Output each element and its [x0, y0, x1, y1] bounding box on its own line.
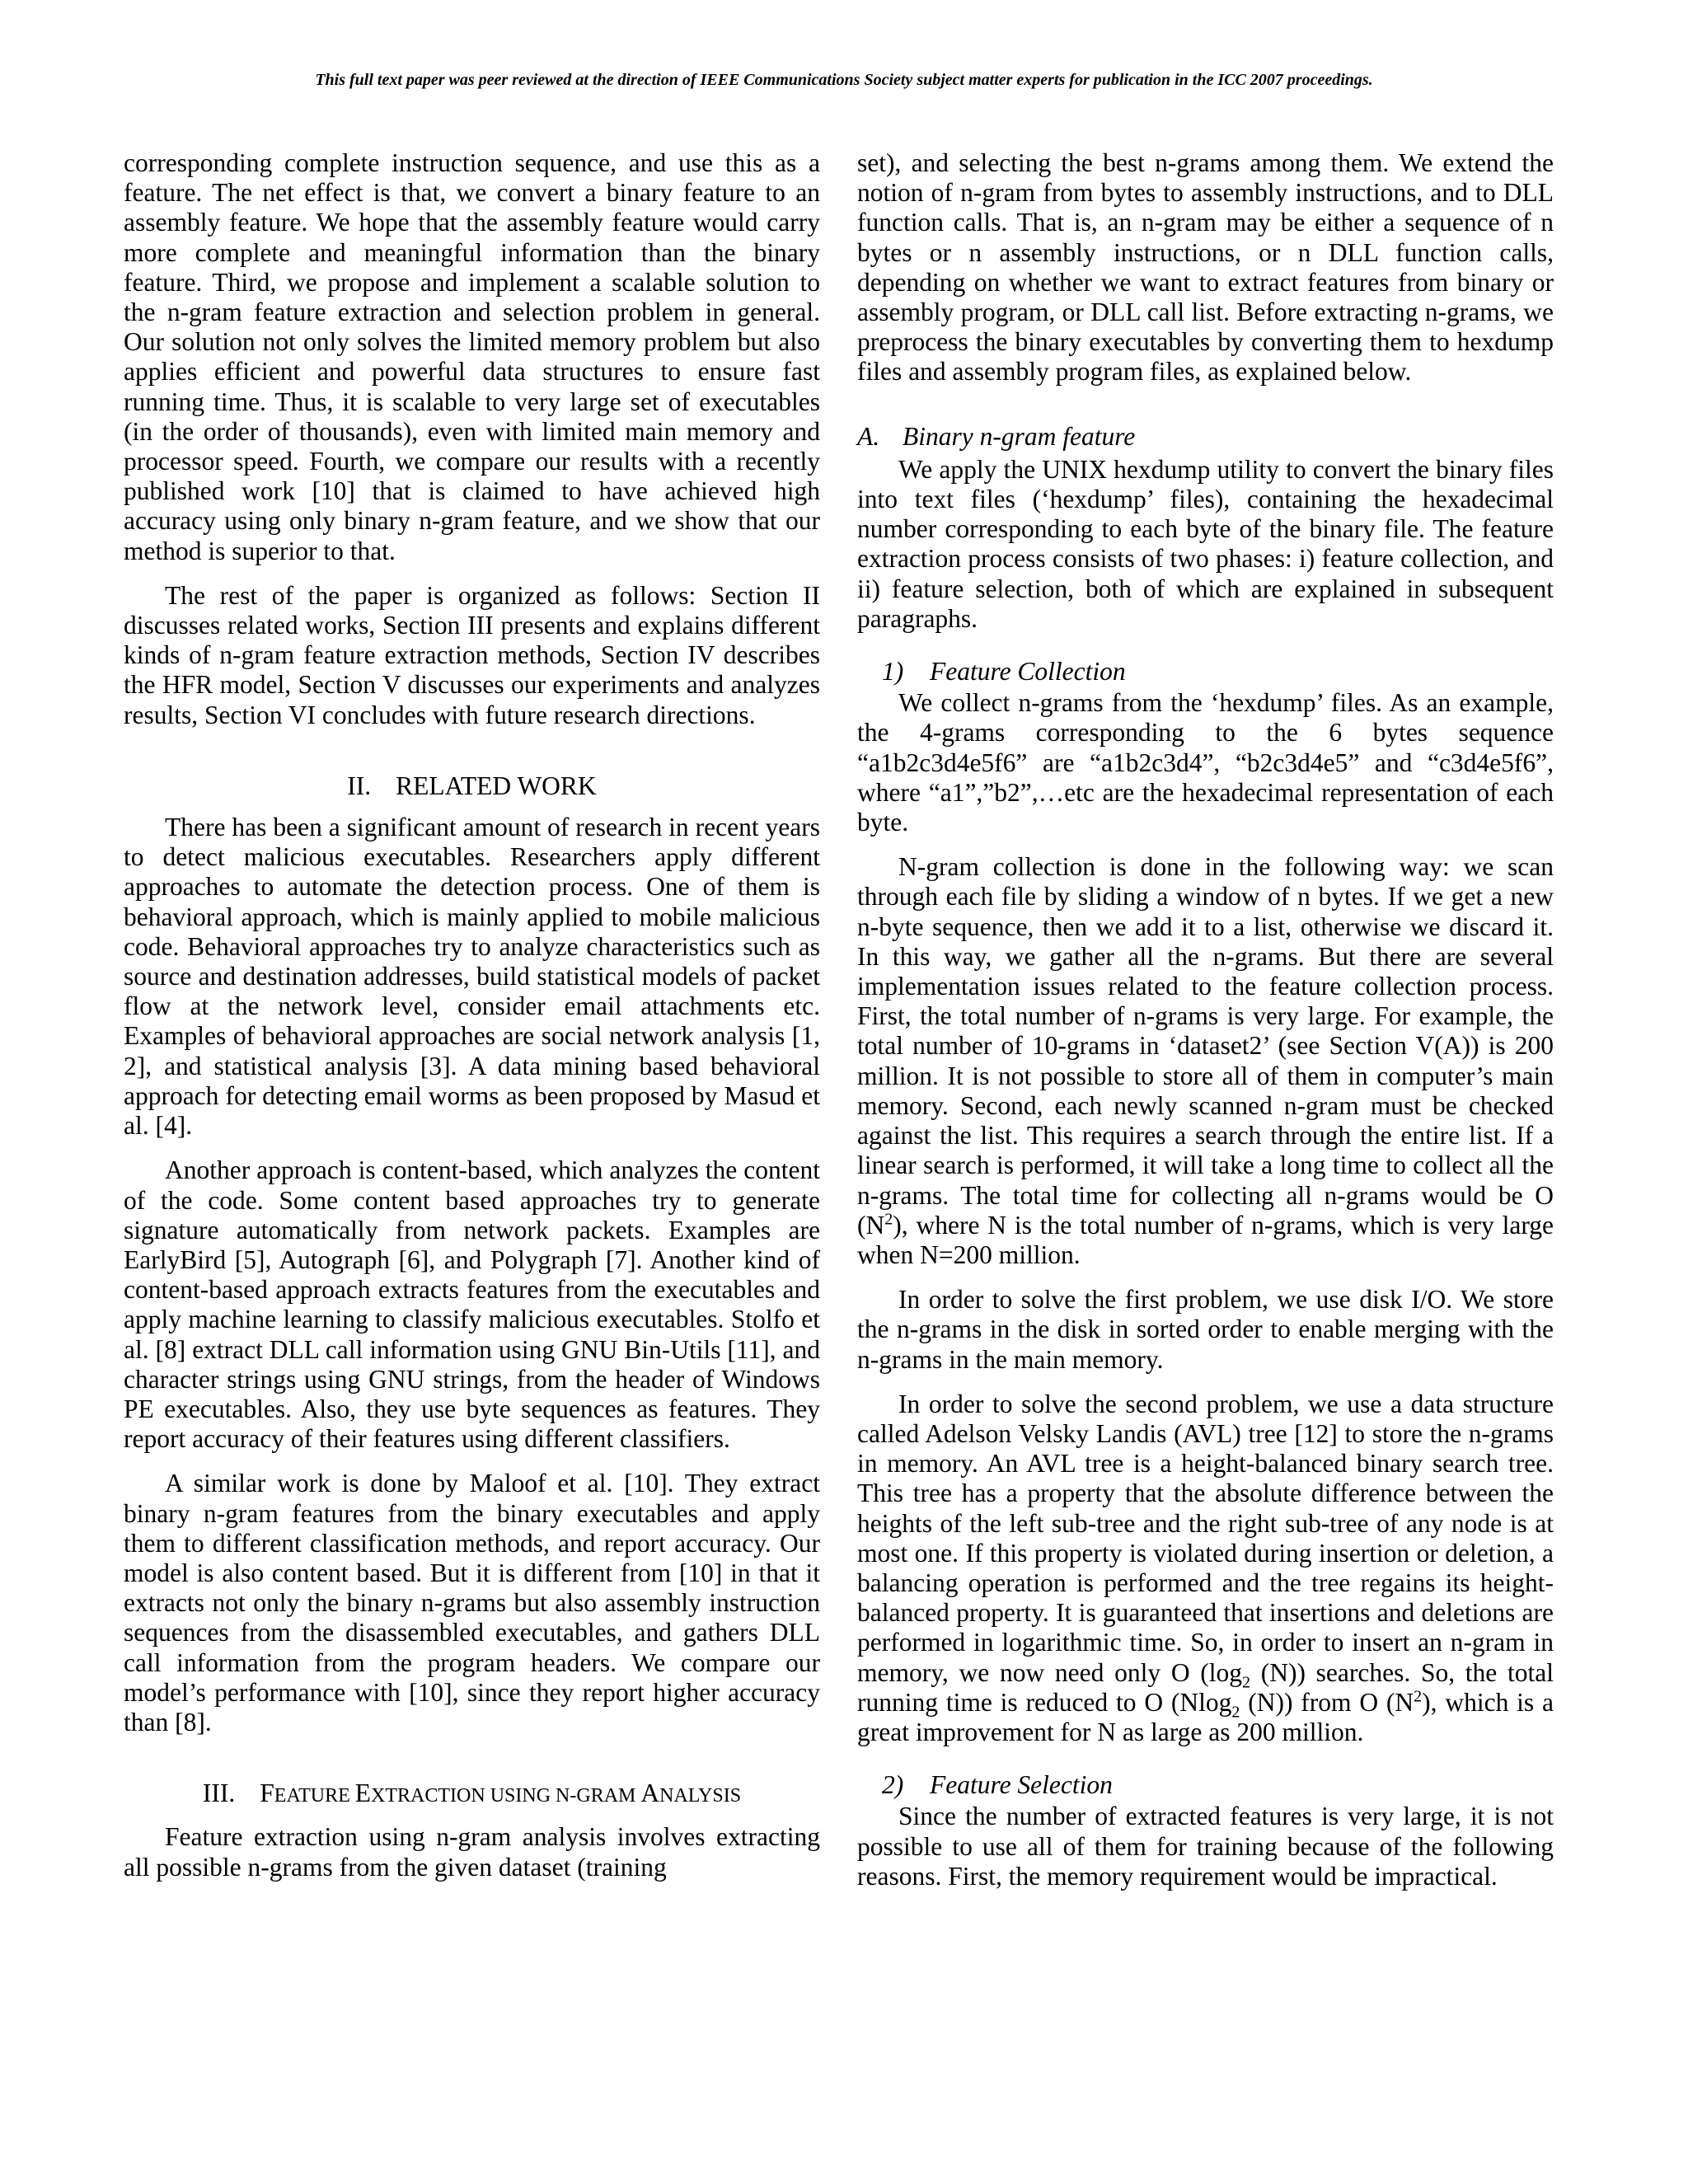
text-run: (N)) from O (N — [1240, 1687, 1414, 1717]
subsection-title: Binary n-gram feature — [903, 421, 1136, 451]
text-run: N-gram collection is done in the following way: we scan through each file by sliding a window of n bytes. If we get a new n-byte sequence, then we add it to a list, otherwise we discard it. In this way, we gather all the n-grams. But there are several implementation issues related to the feature collection process. First, the total number of n-grams is very large. For example, the total number of 10-grams in ‘dataset2’ (see Section V(A)) is 200 million. It is not possible to store all of them in computer’s main memory. Second, each newly scanned n-gram must be checked against the list. This requires a search through the entire list. If a linear search is performed, it will take a long time to collect all the n-grams. The total time for collecting all n-grams would be O (N — [857, 852, 1554, 1240]
subsubsection-label: 2) — [882, 1770, 904, 1800]
section-title: RELATED WORK — [396, 771, 597, 800]
paragraph: Feature extraction using n-gram analysis involves extracting all possible n-grams from the given dataset (training — [124, 1822, 820, 1882]
text-run: (N)) searches. So, the total running time is reduced to O (Nlog — [857, 1657, 1554, 1717]
paragraph: The rest of the paper is organized as follows: Section II discusses related works, Section III presents and explains different kinds of n-gram feature extraction methods, Section IV describes the HFR model, Section V discusses our experiments and analyzes results, Section VI concludes with future research directions. — [124, 580, 820, 729]
right-column — [857, 148, 1554, 1906]
left-column — [124, 148, 820, 1897]
subscript: 2 — [1231, 1703, 1240, 1722]
section-title-part: E — [354, 1779, 372, 1808]
paragraph: Another approach is content-based, which analyzes the content of the code. Some content based approaches try to generate signature automatically from network packets. Examples are EarlyBird [5], Autograph [6], and Polygraph [7]. Another kind of content-based approach extracts features from the executables and apply machine learning to classify malicious executables. Stolfo et al. [8] extract DLL call information using GNU Bin-Utils [11], and character strings using GNU strings, from the header of Windows PE executables. Also, they use byte sequences as features. They report accuracy of their features using different classifiers. — [124, 1155, 820, 1454]
proceedings-header-note: This full text paper was peer reviewed at the direction of IEEE Communications Society subject matter experts for publication in the ICC 2007 proceedings. — [315, 71, 1373, 89]
paragraph: We apply the UNIX hexdump utility to convert the binary files into text files (‘hexdump’ files), containing the hexadecimal number corresponding to each byte of the binary file. The feature extraction process consists of two phases: i) feature collection, and ii) feature selection, both of which are explained in subsequent paragraphs. — [857, 454, 1554, 633]
paragraph: Since the number of extracted features is very large, it is not possible to use all of them for training because of the following reasons. First, the memory requirement would be impractical. — [857, 1802, 1554, 1891]
section-title-part: EATURE — [274, 1785, 355, 1807]
paragraph — [857, 1390, 1554, 1747]
subsubsection-heading-feature-selection — [882, 1770, 1554, 1800]
text-run: ), where N is the total number of n-grams, which is very large when N=200 million. — [857, 1210, 1554, 1269]
paragraph — [857, 852, 1554, 1270]
section-title-part: F — [260, 1779, 274, 1808]
section-number: II. — [347, 771, 372, 800]
paragraph: We collect n-grams from the ‘hexdump’ files. As an example, the 4-grams corresponding to the 6 bytes sequence “a1b2c3d4e5f6” are “a1b2c3d4”, “b2c3d4e5” and “c3d4e5f6”, where “a1”,”b2”,…etc are the hexadecimal representation of each byte. — [857, 688, 1554, 837]
subscript: 2 — [1242, 1672, 1251, 1691]
paragraph: A similar work is done by Maloof et al. [10]. They extract binary n-gram features from the binary executables and apply them to different classification methods, and report accuracy. Our model is also content based. But it is different from [10] in that it extracts not only the binary n-grams but also assembly instruction sequences from the disassembled executables, and gathers DLL call information from the program headers. We compare our model’s performance with [10], since they report higher accuracy than [8]. — [124, 1469, 820, 1736]
section-title-part: A — [640, 1779, 660, 1808]
section-title-part: XTRACTION USING N-GRAM — [371, 1785, 641, 1807]
paragraph: In order to solve the first problem, we use disk I/O. We store the n-grams in the disk in sorted order to enable merging with the n-grams in the main memory. — [857, 1285, 1554, 1374]
superscript: 2 — [884, 1210, 893, 1229]
text-run: In order to solve the second problem, we use a data structure called Adelson Velsky Landis (AVL) tree [12] to store the n-grams in memory. An AVL tree is a height-balanced binary search tree. This tree has a property that the absolute difference between the heights of the left sub-tree and the right sub-tree of any node is at most one. If this property is violated during insertion or deletion, a balancing operation is performed and the tree regains its height-balanced property. It is guaranteed that insertions and deletions are performed in logarithmic time. So, in order to insert an n-gram in memory, we now need only O (log — [857, 1389, 1554, 1687]
subsection-label: A. — [857, 421, 880, 451]
subsubsection-title: Feature Selection — [930, 1770, 1113, 1800]
paragraph: There has been a significant amount of research in recent years to detect malicious executables. Researchers apply different approaches to automate the detection process. One of them is behavioral approach, which is mainly applied to mobile malicious code. Behavioral approaches try to analyze characteristics such as source and destination addresses, build statistical models of packet flow at the network level, consider email attachments etc. Examples of behavioral approaches are social network analysis [1, 2], and statistical analysis [3]. A data mining based behavioral approach for detecting email worms as been proposed by Masud et al. [4]. — [124, 813, 820, 1141]
subsubsection-label: 1) — [882, 657, 904, 687]
section-title-part: NALYSIS — [659, 1785, 742, 1807]
paragraph: corresponding complete instruction sequence, and use this as a feature. The net effect is that, we convert a binary feature to an assembly feature. We hope that the assembly feature would carry more complete and meaningful information than the binary feature. Third, we propose and implement a scalable solution to the n-gram feature extraction and selection problem in general. Our solution not only solves the limited memory problem but also applies efficient and powerful data structures to ensure fast running time. Thus, it is scalable to very large set of executables (in the order of thousands), even with limited main memory and processor speed. Fourth, we compare our results with a recently published work [10] that is claimed to have achieved high accuracy using only binary n-gram feature, and we show that our method is superior to that. — [124, 148, 820, 565]
superscript: 2 — [1414, 1687, 1423, 1706]
subsection-heading-binary-ngram — [857, 422, 1554, 452]
section-heading-related-work — [124, 771, 820, 801]
text-run: ), which is a great improvement for N as large as 200 million. — [857, 1687, 1554, 1746]
subsubsection-heading-feature-collection — [882, 657, 1554, 687]
paragraph: set), and selecting the best n-grams among them. We extend the notion of n-gram from bytes to assembly instructions, and to DLL function calls. That is, an n-gram may be either a sequence of n bytes or n assembly instructions, or n DLL function calls, depending on whether we want to extract features from binary or assembly program, or DLL call list. Before extracting n-grams, we preprocess the binary executables by converting them to hexdump files and assembly program files, as explained below. — [857, 148, 1554, 387]
subsubsection-title: Feature Collection — [930, 657, 1126, 687]
section-heading-feature-extraction — [124, 1779, 820, 1811]
section-number: III. — [202, 1779, 236, 1808]
